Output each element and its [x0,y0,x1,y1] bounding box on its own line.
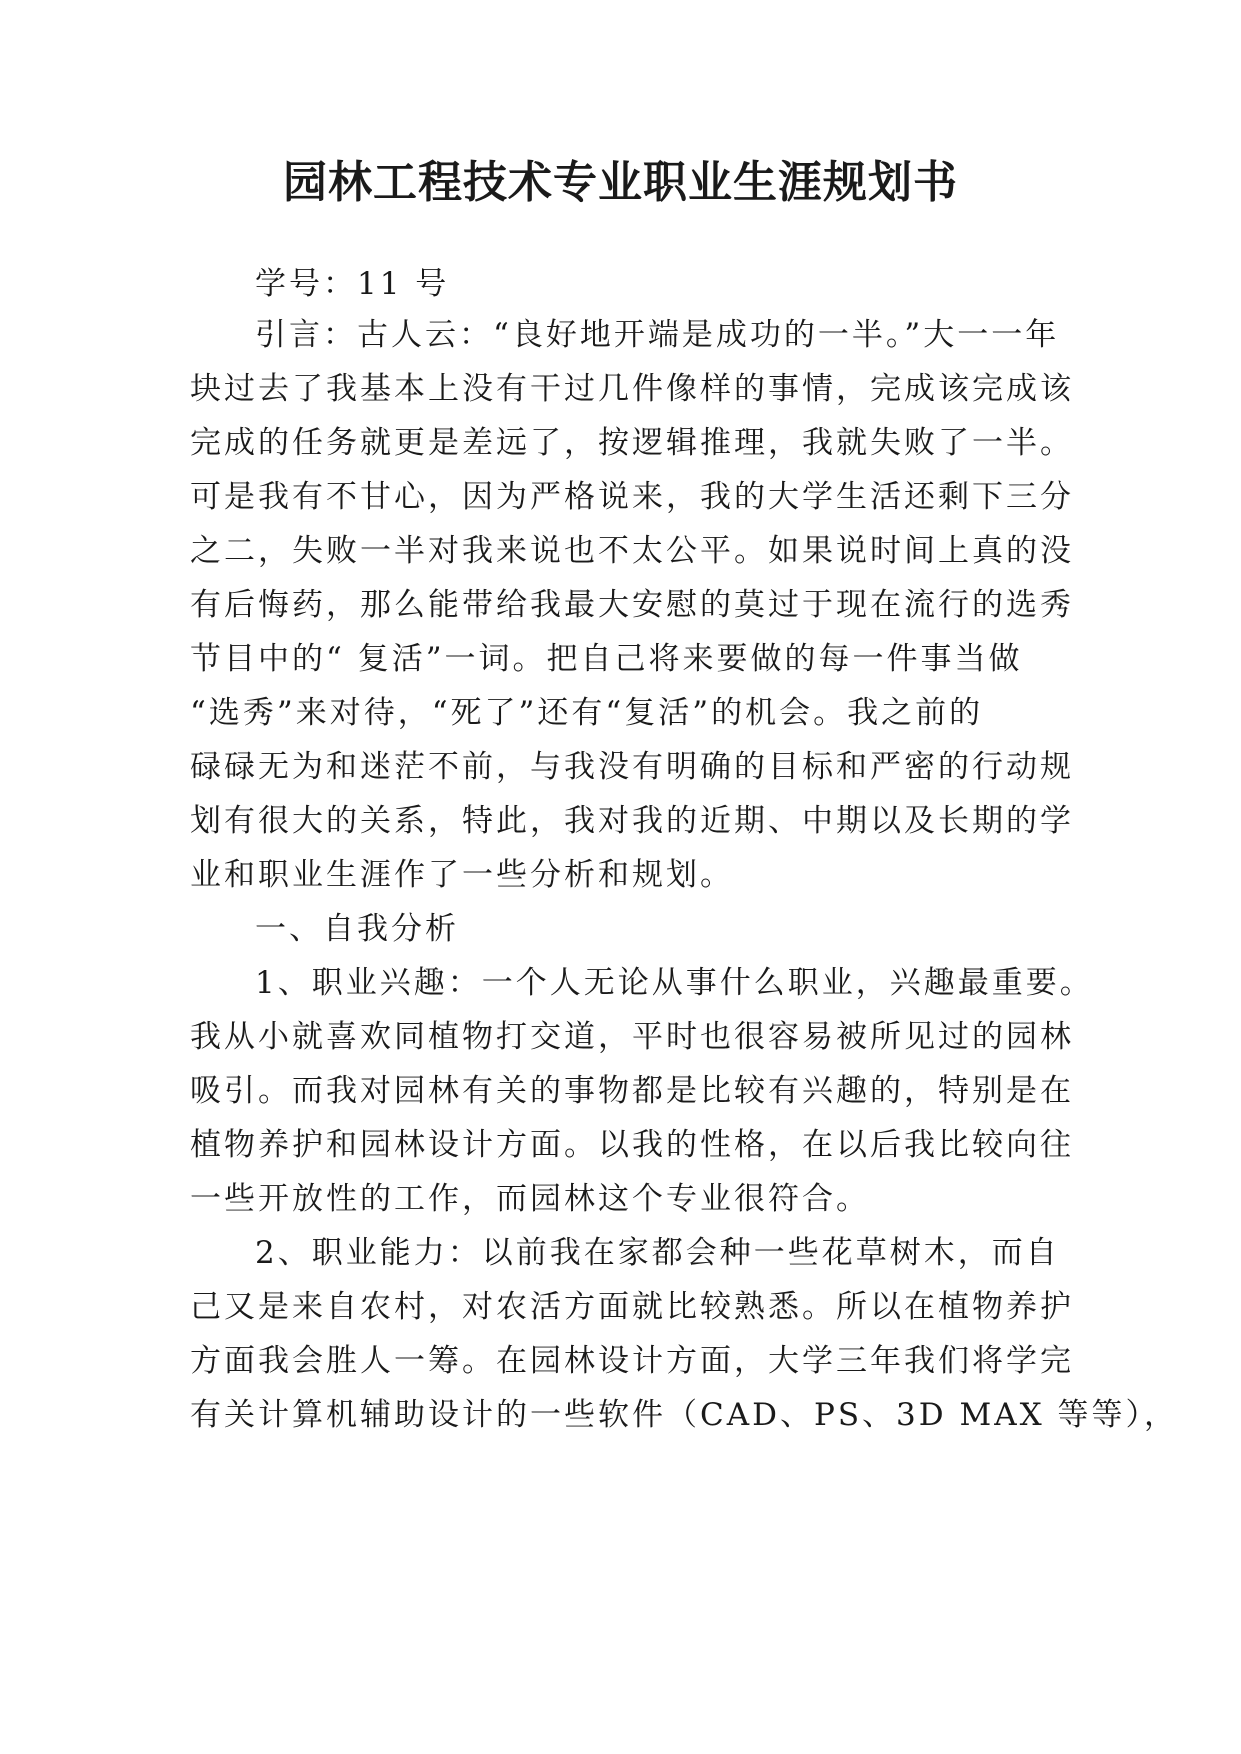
body-line: 有后悔药，那么能带给我最大安慰的莫过于现在流行的选秀 [190,587,1074,623]
document-title: 园林工程技术专业职业生涯规划书 [283,157,958,208]
section-heading: 一、自我分析 [255,911,459,947]
body-line: 节目中的“ 复活”一词。把自己将来要做的每一件事当做 [190,641,1023,677]
body-line: 吸引。而我对园林有关的事物都是比较有兴趣的，特别是在 [190,1073,1074,1109]
body-line: “选秀”来对待，“死了”还有“复活”的机会。我之前的 [190,695,984,731]
intro-line: 引言：古人云：“良好地开端是成功的一半。”大一一年 [255,317,1060,353]
body-line: 有关计算机辅助设计的一些软件（CAD、PS、3D MAX 等等）， [190,1397,1179,1433]
body-line: 己又是来自农村，对农活方面就比较熟悉。所以在植物养护 [190,1289,1074,1325]
body-line: 业和职业生涯作了一些分析和规划。 [190,857,734,893]
body-line: 碌碌无为和迷茫不前，与我没有明确的目标和严密的行动规 [190,749,1074,785]
body-line: 完成的任务就更是差远了，按逻辑推理，我就失败了一半。 [190,425,1074,461]
body-line: 我从小就喜欢同植物打交道，平时也很容易被所见过的园林 [190,1019,1074,1055]
student-number-line: 学号：11 号 [255,266,450,302]
body-line: 可是我有不甘心，因为严格说来，我的大学生活还剩下三分 [190,479,1074,515]
body-line: 之二，失败一半对我来说也不太公平。如果说时间上真的没 [190,533,1074,569]
body-line: 块过去了我基本上没有干过几件像样的事情，完成该完成该 [190,371,1074,407]
subsection-line: 1、职业兴趣：一个人无论从事什么职业，兴趣最重要。 [255,965,1094,1001]
body-line: 划有很大的关系，特此，我对我的近期、中期以及长期的学 [190,803,1074,839]
body-line: 方面我会胜人一筹。在园林设计方面，大学三年我们将学完 [190,1343,1074,1379]
body-line: 一些开放性的工作，而园林这个专业很符合。 [190,1181,870,1217]
subsection-line: 2、职业能力：以前我在家都会种一些花草树木，而自 [255,1235,1060,1271]
body-line: 植物养护和园林设计方面。以我的性格，在以后我比较向往 [190,1127,1074,1163]
